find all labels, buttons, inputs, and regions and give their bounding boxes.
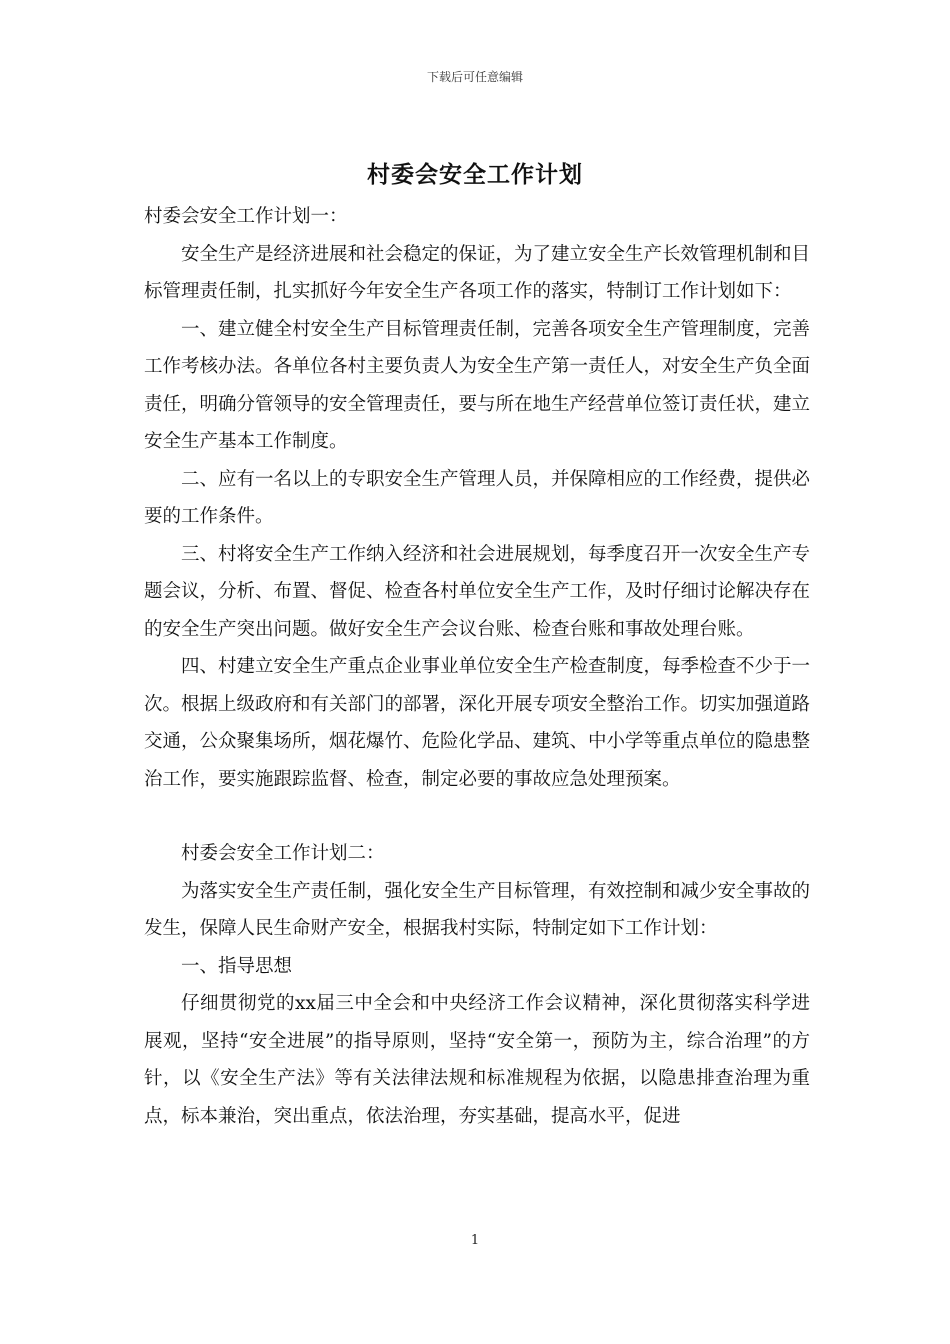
paragraph-item-2: 二、应有一名以上的专职安全生产管理人员，并保障相应的工作经费，提供必要的工作条件。 [144,468,811,527]
paragraph-plan-two-intro: 为落实安全生产责任制，强化安全生产目标管理，有效控制和减少安全事故的发生，保障人民生命财产安全，根据我村实际，特制定如下工作计划： [144,880,811,939]
page-header: 下载后可任意编辑 [426,70,523,84]
subheading-guiding-ideology: 一、指导思想 [181,955,293,977]
section-heading-plan-one: 村委会安全工作计划一： [144,206,348,227]
paragraph-item-1: 一、建立健全村安全生产目标管理责任制，完善各项安全生产管理制度，完善工作考核办法。各单位各村主要负责人为安全生产第一责任人，对安全生产负全面责任，明确分管领导的安全管理责任，要与所在地生产经营单位签订责任状，建立安全生产基本工作制度。 [144,318,811,452]
section-heading-plan-two: 村委会安全工作计划二： [181,843,385,864]
paragraph-intro: 安全生产是经济进展和社会稳定的保证，为了建立安全生产长效管理机制和目标管理责任制，扎实抓好今年安全生产各项工作的落实，特制订工作计划如下： [144,243,811,302]
document-body [144,198,810,1135]
paragraph-item-4: 四、村建立安全生产重点企业事业单位安全生产检查制度，每季检查不少于一次。根据上级政府和有关部门的部署，深化开展专项安全整治工作。切实加强道路交通，公众聚集场所，烟花爆竹、危险化学品、建筑、中小学等重点单位的隐患整治工作，要实施跟踪监督、检查，制定必要的事故应急处理预案。 [144,656,811,790]
paragraph-item-3: 三、村将安全生产工作纳入经济和社会进展规划，每季度召开一次安全生产专题会议，分析、布置、督促、检查各村单位安全生产工作，及时仔细讨论解决存在的安全生产突出问题。做好安全生产会议台账、检查台账和事故处理台账。 [144,543,811,640]
document-title: 村委会安全工作计划 [367,161,583,188]
paragraph-guiding-ideology: 仔细贯彻党的xx届三中全会和中央经济工作会议精神，深化贯彻落实科学进展观，坚持“安全进展”的指导原则，坚持“安全第一，预防为主，综合治理”的方针，以《安全生产法》等有关法律法规和标准规程为依据，以隐患排查治理为重点，标本兼治，突出重点，依法治理，夯实基础，提高水平，促进 [144,993,810,1127]
page-number: 1 [470,1233,480,1248]
